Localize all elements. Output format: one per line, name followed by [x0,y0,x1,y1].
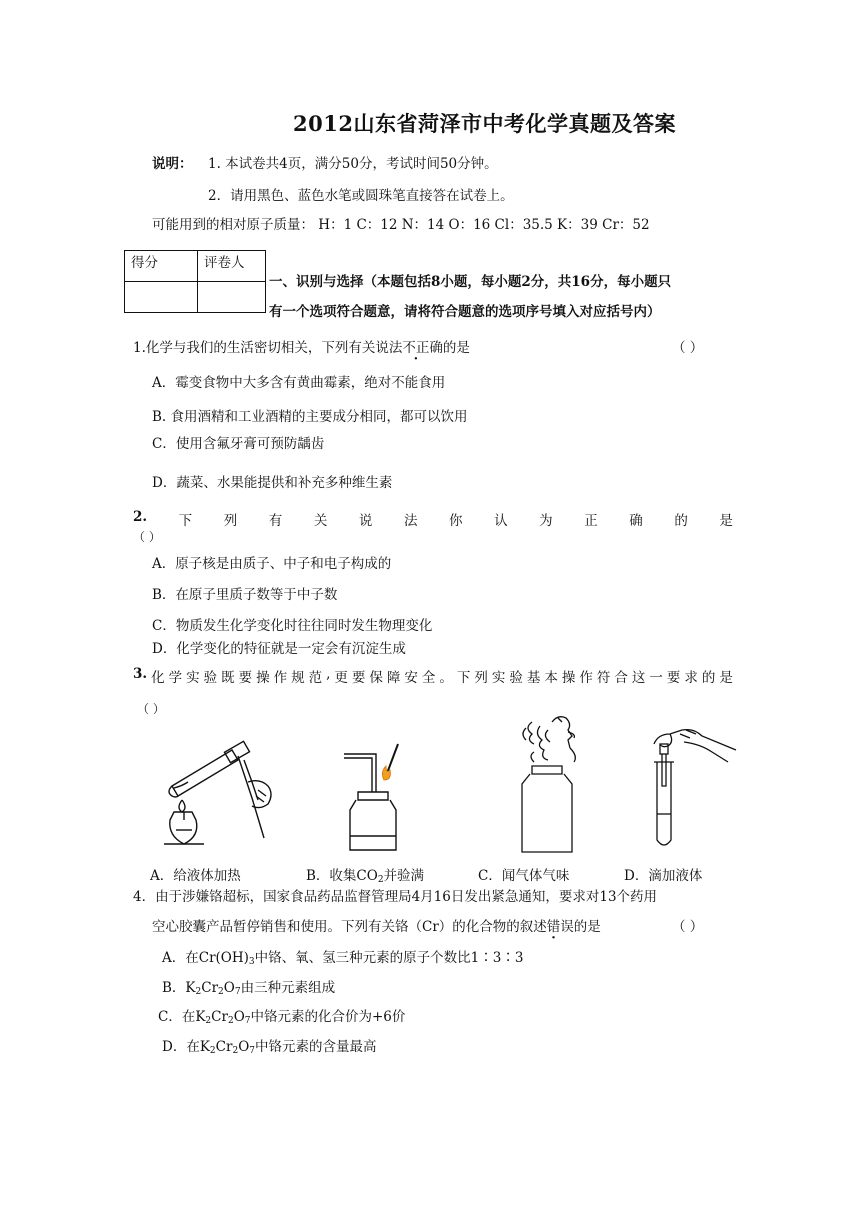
q1-option-c: C．使用含氟牙膏可预防龋齿 [152,436,325,452]
q2-answer-paren: （ ） [133,530,161,544]
q3-stem: 3. 化 学 实 验 既 要 操 作 规 范 , 更 要 保 障 安 全 。 下 列 实 验 基 本 操 作 符 合 这 一 要 求 的 是 [133,666,733,686]
q3-answer-paren: （ ） [137,702,165,716]
q4-option-b: B．$K_2Cr_2O_7$由三种元素组成 [162,980,336,997]
q2-option-d: D．化学变化的特征就是一定会有沉淀生成 [152,641,406,657]
q1-option-a: A．霉变食物中大多含有黄曲霉素，绝对不能食用 [152,375,446,391]
q2-stem: 2. 下 列 有 关 说 法 你 认 为 正 确 的 是 [133,509,733,529]
atomic-masses: 可能用到的相对原子质量： H：1 C：12 N：14 O：16 Cl：35.5 K：39 Cr：52 [152,217,650,233]
notes-line-2: 2．请用黑色、蓝色水笔或圆珠笔直接答在试卷上。 [208,188,514,204]
q4-stem-line-1: 4．由于涉嫌铬超标，国家食品药品监督管理局4月16日发出紧急通知，要求对13个药用 [133,889,658,905]
section-1-subheading: 有一个选项符合题意，请将符合题意的选项序号填入对应括号内） [269,304,661,320]
notes-label: 说明： [152,156,193,172]
q4-answer-paren: （ ） [672,919,704,935]
q2-option-b: B．在原子里质子数等于中子数 [152,587,338,603]
score-header: 得分 [125,251,198,282]
caption-d: D．滴加液体 [624,868,703,884]
q2-option-c: C．物质发生化学变化时往往同时发生物理变化 [152,618,433,634]
grader-cell [198,282,266,313]
section-1-heading: 一、识别与选择（本题包括8小题，每小题2分，共16分，每小题只 [269,274,672,290]
figure-heating-liquid [160,740,280,852]
figure-collect-co2 [336,740,416,854]
q1-emphasis: 不正 [402,340,430,356]
figure-drop-liquid [640,722,740,852]
caption-a: A．给液体加热 [150,868,241,884]
q1-option-d: D．蔬菜、水果能提供和补充多种维生素 [152,475,393,491]
q4-emphasis: 错 [546,919,561,935]
score-cell [125,282,198,313]
q4-stem-line-2: 空心胶囊产品暂停销售和使用。下列有关铬（Cr）的化合物的叙述错误的是 [152,919,601,935]
score-table [124,250,266,313]
caption-b: B．收集$CO_2$并验满 [306,868,425,885]
q1-answer-paren: （ ） [672,340,704,356]
figure-smell-gas [512,708,592,854]
q2-option-a: A．原子核是由质子、中子和电子构成的 [152,556,392,572]
q4-option-c: C．在$K_2Cr_2O_7$中铬元素的化合价为+6价 [158,1009,406,1026]
q1-option-b: B. 食用酒精和工业酒精的主要成分相同，都可以饮用 [152,409,468,425]
notes-line-1: 1. 本试卷共4页，满分50分，考试时间50分钟。 [208,156,498,172]
grader-header: 评卷人 [198,251,266,282]
q1-stem: 1.化学与我们的生活密切相关，下列有关说法不正确的是 [133,340,470,356]
caption-c: C．闻气体气味 [478,868,570,884]
q4-option-a: A．在$Cr(OH)_3$中铬、氧、氢三种元素的原子个数比1∶3∶3 [162,950,524,967]
q4-option-d: D．在$K_2Cr_2O_7$中铬元素的含量最高 [162,1039,377,1056]
page-title: 2012山东省菏泽市中考化学真题及答案 [293,111,676,136]
